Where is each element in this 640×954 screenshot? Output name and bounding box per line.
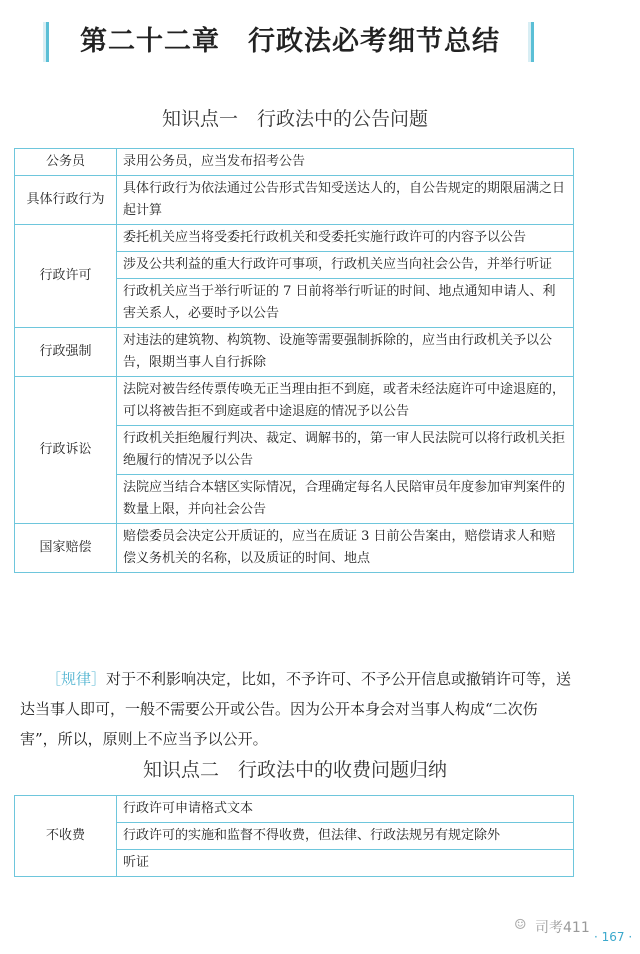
section1-title: 知识点一 行政法中的公告问题 [161, 108, 428, 130]
row-content: 对违法的建筑物、构筑物、设施等需要强制拆除的，应当由行政机关予以公告，限期当事人自行拆除 [117, 328, 574, 377]
row-content: 行政许可申请格式文本 [117, 796, 574, 823]
wechat-icon: ☺ [514, 917, 527, 933]
announcement-table [14, 148, 574, 573]
table-row [15, 176, 574, 225]
row-content: 行政机关拒绝履行判决、裁定、调解书的，第一审人民法院可以将行政机关拒绝履行的情况予以公告 [117, 426, 574, 475]
table-row [15, 149, 574, 176]
row-content: 行政机关应当于举行听证的 7 日前将举行听证的时间、地点通知申请人、利害关系人，必要时予以公告 [117, 279, 574, 328]
row-content: 听证 [117, 850, 574, 877]
row-content: 行政许可的实施和监督不得收费，但法律、行政法规另有规定除外 [117, 823, 574, 850]
row-header: 国家赔偿 [15, 524, 117, 573]
row-content: 法院对被告经传票传唤无正当理由拒不到庭，或者未经法庭许可中途退庭的，可以将被告拒不到庭或者中途退庭的情况予以公告 [117, 377, 574, 426]
row-content: 录用公务员，应当发布招考公告 [117, 149, 574, 176]
row-header: 不收费 [15, 796, 117, 877]
table-row [15, 796, 574, 823]
row-header: 行政诉讼 [15, 377, 117, 524]
rule-paragraph [20, 664, 575, 754]
watermark: 司考411 [535, 920, 590, 936]
row-content: 涉及公共利益的重大行政许可事项，行政机关应当向社会公告，并举行听证 [117, 252, 574, 279]
table-row [15, 524, 574, 573]
row-content: 赔偿委员会决定公开质证的，应当在质证 3 日前公告案由，赔偿请求人和赔偿义务机关的名称，以及质证的时间、地点 [117, 524, 574, 573]
row-header: 具体行政行为 [15, 176, 117, 225]
rule-text: 对于不利影响决定，比如，不予许可、不予公开信息或撤销许可等，送达当事人即可，一般不需要公开或公告。因为公开本身会对当事人构成“二次伤害”，所以，原则上不应当予以公开。 [20, 670, 572, 748]
section2-title: 知识点二 行政法中的收费问题归纳 [142, 759, 447, 781]
table-row [15, 377, 574, 426]
fee-table [14, 795, 574, 877]
row-content: 法院应当结合本辖区实际情况，合理确定每名人民陪审员年度参加审判案件的数量上限，并向社会公告 [117, 475, 574, 524]
chapter-title: 第二十二章 行政法必考细节总结 [45, 20, 535, 64]
row-content: 委托机关应当将受委托行政机关和受委托实施行政许可的内容予以公告 [117, 225, 574, 252]
row-content: 具体行政行为依法通过公告形式告知受送达人的，自公告规定的期限届满之日起计算 [117, 176, 574, 225]
row-header: 行政许可 [15, 225, 117, 328]
table-row [15, 225, 574, 252]
rule-tag: ［规律］ [46, 670, 107, 688]
row-header: 公务员 [15, 149, 117, 176]
page-number: · 167 · [594, 930, 633, 944]
row-header: 行政强制 [15, 328, 117, 377]
table-row [15, 328, 574, 377]
